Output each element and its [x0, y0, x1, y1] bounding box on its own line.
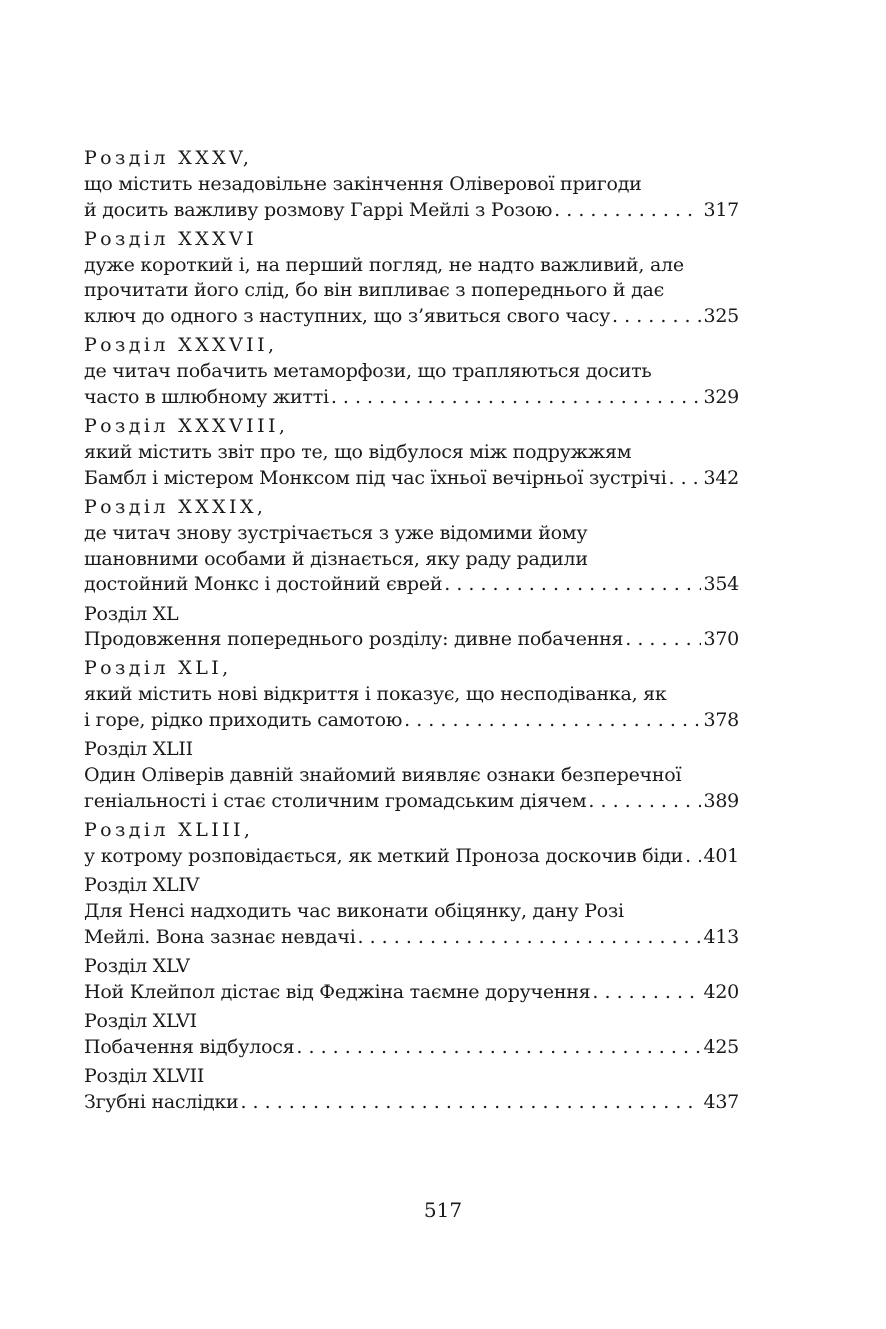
dot-leader: [554, 198, 701, 224]
page-reference: 370: [703, 628, 739, 651]
toc-entry: [84, 495, 739, 598]
chapter-description-line: шановними особами й дізнається, яку раду радили: [84, 547, 588, 570]
chapter-description-line: геніальності і стає столичним громадським діячем: [84, 789, 587, 812]
chapter-description-line: Мейлі. Вона зазнає невдачі: [84, 925, 356, 948]
page-reference: 329: [703, 385, 739, 408]
dot-leader: [240, 1090, 701, 1116]
toc-entry: [84, 333, 739, 410]
chapter-description-line: де читач знову зустрічається з уже відомими йому: [84, 521, 588, 544]
toc-entry: [84, 227, 739, 330]
page-reference: 425: [703, 1035, 739, 1058]
page-reference: 378: [703, 709, 739, 732]
toc-entry: [84, 146, 739, 223]
page-reference: 325: [703, 305, 739, 328]
chapter-description-line: Бамбл і містером Монксом під час їхньої вечірньої зустрічі: [84, 466, 667, 489]
page-reference: 401: [703, 844, 739, 867]
chapter-last-line: [84, 198, 739, 224]
chapter-heading: Розділ XXXVIII,: [84, 415, 289, 438]
page-number: 517: [423, 1198, 463, 1222]
chapter-heading: Розділ XLI,: [84, 657, 232, 680]
chapter-heading: Розділ XL: [84, 602, 179, 625]
chapter-heading: Розділ XLII: [84, 738, 193, 761]
chapter-description-line: який містить звіт про те, що відбулося між подружжям: [84, 440, 632, 463]
chapter-description-line: прочитати його слід, бо він випливає з попереднього й дає: [84, 279, 665, 302]
chapter-description-line: Для Ненсі надходить час виконати обіцянку, дану Розі: [84, 899, 624, 922]
dot-leader: [669, 466, 702, 492]
dot-leader: [592, 980, 701, 1006]
dot-leader: [358, 925, 702, 951]
toc-entry: [84, 602, 739, 654]
page-reference: 389: [703, 789, 739, 812]
toc-entry: [84, 873, 739, 950]
chapter-last-line: [84, 925, 739, 951]
chapter-last-line: [84, 572, 739, 598]
chapter-heading: Розділ XXXVII,: [84, 334, 278, 357]
chapter-description-line: достойний Монкс і достойний єврей: [84, 573, 443, 596]
dot-leader: [296, 1035, 701, 1061]
page-reference: 413: [703, 925, 739, 948]
dot-leader: [444, 572, 701, 598]
chapter-last-line: [84, 1035, 739, 1061]
page-reference: 317: [703, 198, 739, 221]
chapter-heading: Розділ XLVII: [84, 1064, 205, 1087]
chapter-last-line: [84, 627, 739, 653]
chapter-heading: Розділ XXXIX,: [84, 495, 267, 518]
chapter-heading: Розділ XXXVI: [84, 227, 258, 250]
chapter-description-line: що містить незадовільне закінчення Оліверової пригоди: [84, 172, 642, 195]
dot-leader: [612, 304, 701, 330]
page-reference: 437: [703, 1090, 739, 1113]
chapter-last-line: [84, 708, 739, 734]
chapter-last-line: [84, 844, 739, 870]
chapter-description-line: який містить нові відкриття і показує, що несподіванка, як: [84, 683, 667, 706]
chapter-last-line: [84, 466, 739, 492]
chapter-description-line: і горе, рідко приходить самотою: [84, 709, 403, 732]
chapter-description-line: дуже короткий і, на перший погляд, не надто важливий, але: [84, 253, 684, 276]
page-reference: 342: [703, 466, 739, 489]
chapter-last-line: [84, 385, 739, 411]
chapter-heading: Розділ XLV: [84, 954, 190, 977]
dot-leader: [588, 789, 701, 815]
toc-entry: [84, 737, 739, 814]
chapter-last-line: [84, 304, 739, 330]
chapter-description-line: Побачення відбулося: [84, 1035, 295, 1058]
chapter-heading: Розділ XXXV,: [84, 147, 253, 169]
chapter-description-line: у котрому розповідається, як меткий Проноза доскочив біди: [84, 844, 684, 867]
chapter-description-line: ключ до одного з наступних, що з’явиться свого часу: [84, 305, 611, 328]
chapter-description-line: Згубні наслідки: [84, 1090, 239, 1113]
toc-entry: [84, 414, 739, 491]
chapter-last-line: [84, 980, 739, 1006]
chapter-description-line: й досить важливу розмову Гаррі Мейлі з Розою: [84, 198, 553, 221]
chapter-heading: Розділ XLIV: [84, 874, 200, 897]
page-reference: 354: [703, 573, 739, 596]
toc-entry: [84, 656, 739, 733]
chapter-description-line: де читач побачить метаморфози, що трапляються досить: [84, 360, 652, 383]
dot-leader: [625, 627, 701, 653]
chapter-description-line: часто в шлюбному житті: [84, 385, 329, 408]
chapter-last-line: [84, 1090, 739, 1116]
chapter-last-line: [84, 789, 739, 815]
chapter-heading: Розділ XLIII,: [84, 819, 254, 842]
toc-entry: [84, 818, 739, 870]
chapter-heading: Розділ XLVI: [84, 1009, 197, 1032]
chapter-description-line: Ной Клейпол дістає від Феджіна таємне доручення: [84, 980, 591, 1003]
chapter-description-line: Продовження попереднього розділу: дивне побачення: [84, 628, 624, 651]
page-reference: 420: [703, 980, 739, 1003]
chapter-description-line: Один Оліверів давній знайомий виявляє ознаки безперечної: [84, 764, 682, 787]
table-of-contents: [84, 146, 739, 1119]
dot-leader: [404, 708, 701, 734]
toc-entry: [84, 954, 739, 1006]
toc-entry: [84, 1009, 739, 1061]
toc-entry: [84, 1064, 739, 1116]
dot-leader: [685, 844, 701, 870]
dot-leader: [331, 385, 702, 411]
